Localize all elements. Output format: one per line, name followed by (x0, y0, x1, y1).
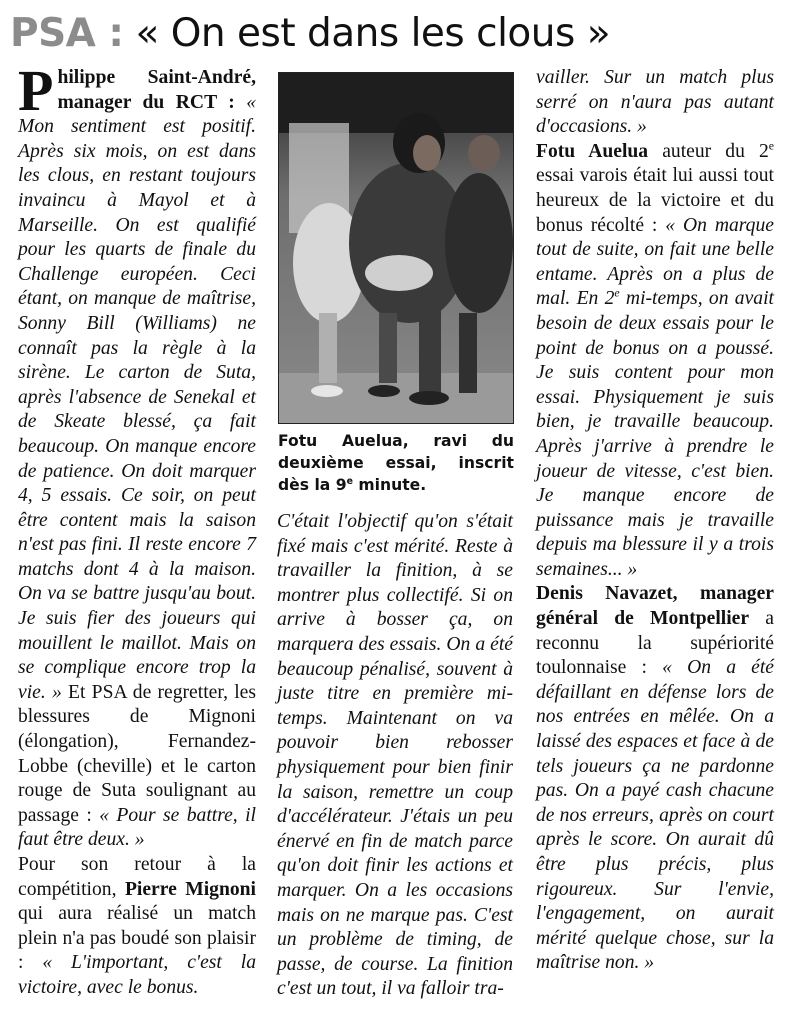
auelua-text: auteur du 2 (648, 140, 769, 162)
caption-text: Fotu Auelua, ravi du deuxième essai, inscrit dès la 9 (278, 432, 514, 494)
article-column-2 (277, 510, 513, 1002)
column-2-text: C'était l'objectif qu'on s'était fixé mais c'est mérité. Reste à travailler la finition, à se montrer plus collectifé. Si on arrive à bosser ça, on marquera des essais. On a été beaucoup pénalisé, souvent à juste titre en première mi-temps. Maintenant on va pouvoir bien rebosser physiquement pour bien finir la saison, remettre un coup d'accélérateur. J'étais un peu énervé en fin de match parce qu'on doit finir les actions et marquer. On a les occasions mais on ne marque pas. C'est un problème de timing, de passe, de course. La finition c'est un tout, il va falloir tra- (277, 511, 513, 1000)
rugby-photo (278, 72, 514, 424)
photo-caption (278, 430, 514, 496)
navazet-name: Denis Navazet, manager général de Montpellier (536, 583, 774, 630)
headline (10, 6, 610, 62)
auelua-quote: « On marque tout de suite, on fait une belle entame. Après on a plus de mal. En 2 (536, 214, 774, 310)
auelua-quote-sup: e (614, 286, 620, 300)
headline-kicker: PSA : (10, 11, 124, 56)
regret-text: Et PSA de regretter, les blessures de Mignoni (élongation), Fernandez-Lobbe (cheville) et le carton rouge de Suta soulignant au passage : (18, 681, 256, 826)
lead-speaker: hilippe Saint-André, manager du RCT : (57, 67, 256, 113)
auelua-quote-2: mi-temps, on avait besoin de deux essais pour le point de bonus on a poussé. Je suis content pour mon essai. Physiquement je suis bien, je travaille beaucoup. Après j'arrive à prendre le joueur de vitesse, c'est bien. Je manque encore de puissance mais je travaille depuis ma blessure il y a trois semaines... » (536, 288, 774, 580)
drop-cap: P (18, 58, 54, 123)
caption-sup: e (346, 475, 353, 487)
headline-title: « On est dans les clous » (135, 11, 611, 56)
quote-saint-andre: « Mon sentiment est positif. Après six mois, on est dans les clous, en restant toujours invaincu à Mayol et à Marseille. On est qualifié pour les quarts de finale du Challenge européen. Ceci étant, on manque de maîtrise, Sonny Bill (Williams) ne connaît pas la règle à la sirène. Le carton de Suta, après l'absence de Senekal et de Skeate blessé, ça fait beaucoup. On manque encore de patience. On doit marquer 4, 5 essais. Ce soir, on peut être content mais la saison n'est pas fini. Il reste encore 7 matchs dont 4 à la maison. On va se battre jusqu'au bout. Je suis fier des joueurs qui mouillent le maillot. Mais on se complique encore trop la vie. » (18, 91, 256, 703)
navazet-text: a reconnu la supériorité toulonnaise : (536, 608, 774, 679)
mignoni-name: Pierre Mignoni (124, 878, 256, 900)
auelua-sup: e (768, 139, 775, 153)
article-column-1 (18, 58, 256, 1001)
column-3-continuation: vailler. Sur un match plus serré on n'aura pas autant d'occasions. » (536, 67, 774, 138)
mignoni-intro: Pour son retour à la compétition, (18, 854, 256, 900)
mignoni-text: qui aura réalisé un match plein n'a pas boudé son plaisir : (18, 903, 256, 974)
mignoni-quote: « L'important, c'est la victoire, avec le bonus. (18, 952, 256, 998)
auelua-name: Fotu Auelua (536, 140, 649, 162)
article-column-3 (536, 66, 774, 976)
caption-text-end: minute. (352, 476, 427, 494)
auelua-text-2: essai varois était lui aussi tout heureux de la victoire et du bonus récolté : (536, 165, 774, 236)
quote-se-battre: « Pour se battre, il faut être deux. » (18, 804, 256, 851)
navazet-quote: « On a été défaillant en défense lors de nos entrées en mêlée. On a laissé des espaces et face à de tels joueurs ça ne pardonne pas. On a payé cash chacune de nos erreurs, après on court après le score. On aurait dû être plus précis, plus rigoureux. Sur l'envie, l'engagement, on aurait mérité quelque chose, sur la maîtrise non. » (536, 657, 775, 974)
rugby-photo-image (279, 73, 513, 423)
